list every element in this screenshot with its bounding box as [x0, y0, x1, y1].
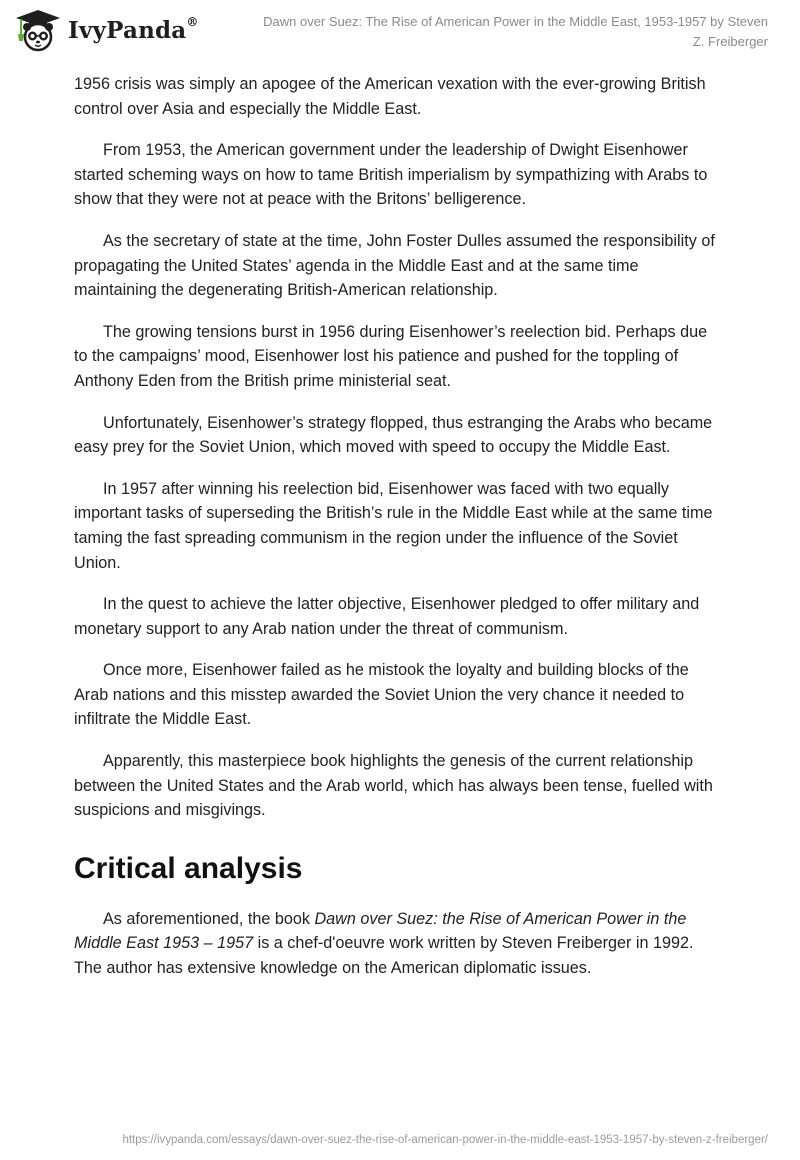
analysis-paragraph	[74, 907, 724, 981]
page-header	[0, 0, 800, 60]
source-url[interactable]: https://ivypanda.com/essays/dawn-over-suez-the-rise-of-american-power-in-the-middle-east-1953-1957-by-steven-z-freiberger/	[122, 1134, 768, 1146]
registered-mark: ®	[186, 14, 199, 29]
paragraph: From 1953, the American government under the leadership of Dwight Eisenhower started scheming ways on how to tame British imperialism by sympathizing with Arabs to show that they were not at peace with the Britons’ belligerence.	[74, 141, 708, 209]
paragraph: Apparently, this masterpiece book highlights the genesis of the current relationship between the United States and the Arab world, which has always been tense, fuelled with suspicions and misgivings.	[74, 752, 713, 820]
paragraph: 1956 crisis was simply an apogee of the American vexation with the ever-growing British control over Asia and especially the Middle East.	[74, 75, 706, 118]
panda-graduate-icon	[14, 8, 62, 52]
section-heading-critical-analysis: Critical analysis	[74, 851, 303, 885]
essay-body	[74, 72, 724, 998]
analysis-rest: is a chef-d'oeuvre work written by Steven Freiberger in 1992. The author has extensive knowledge on the American diplomatic issues.	[74, 934, 694, 978]
paragraph: In the quest to achieve the latter objective, Eisenhower pledged to offer military and monetary support to any Arab nation under the threat of communism.	[74, 595, 700, 638]
ivypanda-logo[interactable]	[14, 8, 199, 52]
book-title: Dawn over Suez: the Rise of American Power in the Middle East 1953 – 1957	[74, 909, 687, 953]
paragraph: As the secretary of state at the time, John Foster Dulles assumed the responsibility of propagating the United States’ agenda in the Middle East and at the same time maintaining the degenerating British-American relationship.	[74, 231, 715, 300]
paragraph: In 1957 after winning his reelection bid, Eisenhower was faced with two equally important tasks of superseding the British’s rule in the Middle East while at the same time taming the fast spreading communism in the region under the influence of the Soviet Union.	[74, 479, 713, 572]
paragraph: Once more, Eisenhower failed as he mistook the loyalty and building blocks of the Arab nations and this misstep awarded the Soviet Union the very chance it needed to infiltrate the Middle East.	[74, 661, 689, 729]
paragraph: The growing tensions burst in 1956 during Eisenhower’s reelection bid. Perhaps due to the campaigns’ mood, Eisenhower lost his patience and pushed for the toppling of Anthony Eden from the British prime ministerial seat.	[74, 322, 708, 390]
paragraph: Unfortunately, Eisenhower’s strategy flopped, thus estranging the Arabs who became easy prey for the Soviet Union, which moved with speed to occupy the Middle East.	[74, 413, 713, 457]
document-title: Dawn over Suez: The Rise of American Power in the Middle East, 1953-1957 by Steven Z. Freiberger	[263, 14, 768, 49]
analysis-intro: As aforementioned, the book	[103, 909, 315, 928]
logo-text: IvyPanda®	[68, 14, 199, 44]
